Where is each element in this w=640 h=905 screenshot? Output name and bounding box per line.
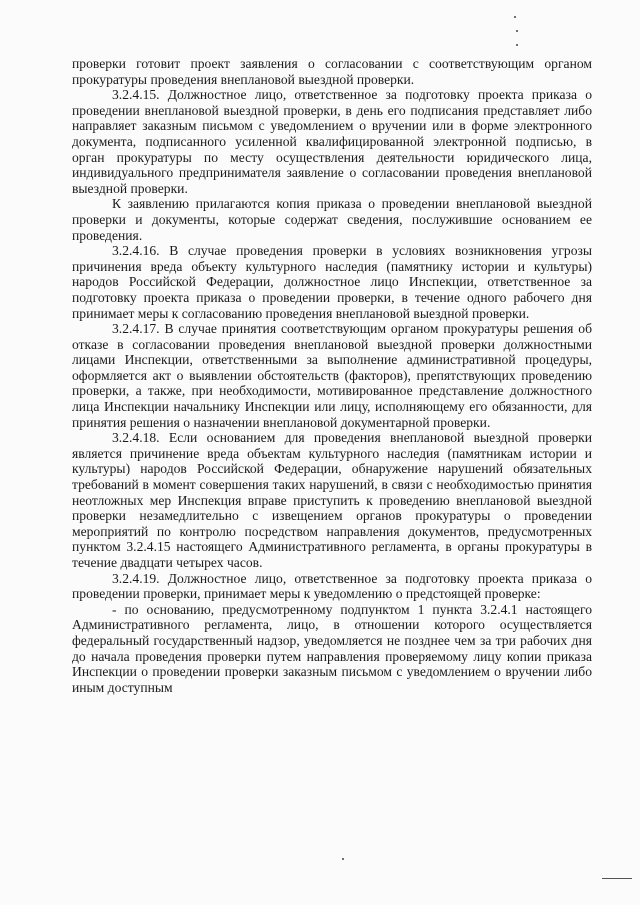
paragraph-3-2-4-17: 3.2.4.17. В случае принятия соответствующим органом прокуратуры решения об отказе в согласовании проведения внеплановой выездной проверки должностными лицами Инспекции, ответственными за выполнение административной процедуры, оформляется акт о выявлении обстоятельств (факторов), препятствующих проведению проверки, а также, при необходимости, мотивированное представление должностного лица Инспекции начальнику Инспекции или лицу, исполняющему его обязанности, для принятия решения о назначении внеплановой документарной проверки. — [72, 321, 592, 430]
scan-speck — [514, 16, 516, 18]
list-item-dash: - по основанию, предусмотренному подпунктом 1 пункта 3.2.4.1 настоящего Административного регламента, лицо, в отношении которого осуществляется федеральный государственный надзор, уведомляется не позднее чем за три рабочих дня до начала проведения проверки путем направления проверяемому лицу копии приказа Инспекции о проведении проверки заказным письмом с уведомлением о вручении либо иным доступным — [72, 601, 592, 695]
document-body — [72, 56, 592, 695]
scan-speck — [342, 858, 344, 860]
scan-edge-mark — [602, 878, 632, 879]
paragraph-3-2-4-15: 3.2.4.15. Должностное лицо, ответственное за подготовку проекта приказа о проведении внеплановой выездной проверки, в день его подписания представляет либо направляет заказным письмом с уведомлением о вручении или в форме электронного документа, подписанного усиленной квалифицированной электронной подписью, в орган прокуратуры по месту осуществления деятельности юридического лица, индивидуального предпринимателя заявление о согласовании проведения внеплановой выездной проверки. — [72, 87, 592, 196]
scan-speck — [516, 30, 518, 32]
paragraph-3-2-4-19: 3.2.4.19. Должностное лицо, ответственное за подготовку проекта приказа о проведении проверки, принимает меры к уведомлению о предстоящей проверке: — [72, 570, 592, 602]
paragraph-continuation: проверки готовит проект заявления о согласовании с соответствующим органом прокуратуры проведения внеплановой выездной проверки. — [72, 56, 592, 87]
scan-speck — [516, 44, 518, 46]
paragraph-attachments: К заявлению прилагаются копия приказа о проведении внеплановой выездной проверки и документы, которые содержат сведения, послужившие основанием ее проведения. — [72, 196, 592, 243]
paragraph-3-2-4-16: 3.2.4.16. В случае проведения проверки в условиях возникновения угрозы причинения вреда объекту культурного наследия (памятнику истории и культуры) народов Российской Федерации, должностное лицо Инспекции, ответственное за подготовку проекта приказа о проведении проверки, в течение одного рабочего дня принимает меры к согласованию проведения внеплановой выездной проверки. — [72, 243, 592, 321]
paragraph-3-2-4-18: 3.2.4.18. Если основанием для проведения внеплановой выездной проверки является причинение вреда объектам культурного наследия (памятникам истории и культуры) народов Российской Федерации, обнаружение нарушений обязательных требований в момент совершения таких нарушений, в связи с необходимостью принятия неотложных мер Инспекция вправе приступить к проведению внеплановой выездной проверки незамедлительно с извещением органов прокуратуры о проведении мероприятий по контролю посредством направления документов, предусмотренных пунктом 3.2.4.15 настоящего Административного регламента, в органы прокуратуры в течение двадцати четырех часов. — [72, 430, 592, 570]
